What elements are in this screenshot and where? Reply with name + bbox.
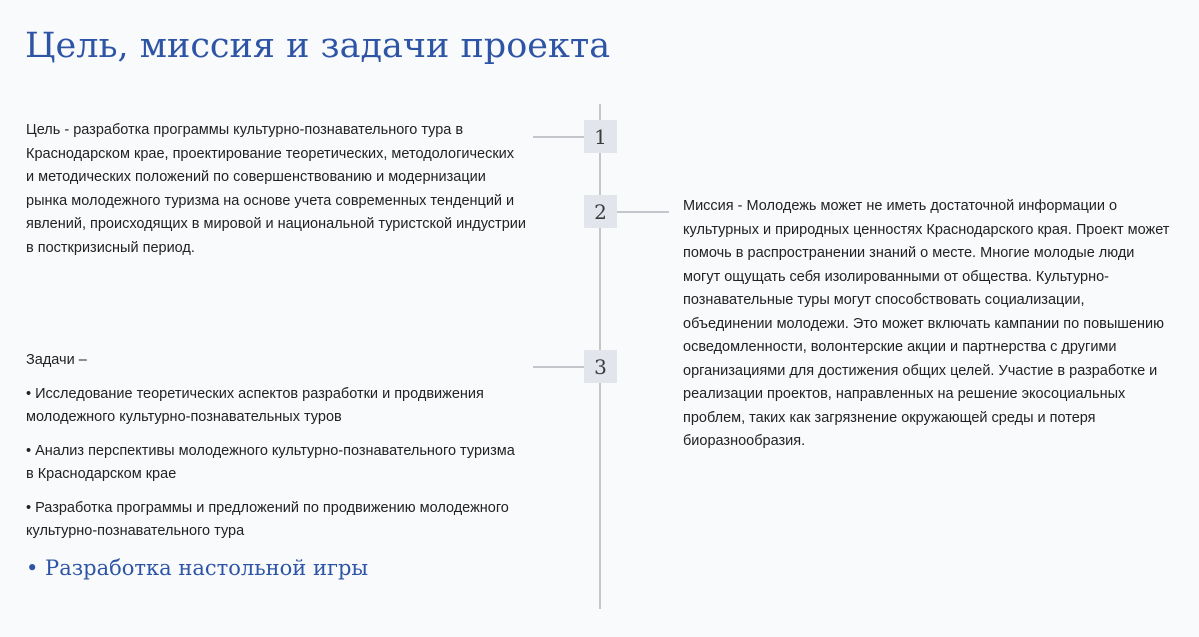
goal-text: Цель - разработка программы культурно-познавательного тура в Краснодарском крае, проектирование теоретических, методологических и методических положений по совершенствованию и модернизации рынка молодежного туризма на основе учета современных тенденций и явлений, происходящих в мировой и национальной туристской индустрии в посткризисный период. — [26, 122, 526, 256]
task-item: • Разработка программы и предложений по продвижению молодежного культурно-познавательного тура — [26, 499, 509, 539]
page-title: Цель, миссия и задачи проекта — [25, 26, 611, 66]
connector-2 — [617, 211, 669, 213]
timeline-marker-1: 1 — [584, 120, 617, 153]
mission-block — [683, 195, 1175, 454]
connector-3 — [533, 366, 585, 368]
task-item: • Анализ перспективы молодежного культурно-познавательного туризма в Краснодарском крае — [26, 442, 515, 482]
connector-1 — [533, 136, 585, 138]
task-highlight: • Разработка настольной игры — [26, 555, 369, 580]
tasks-block — [26, 349, 516, 582]
timeline-marker-3: 3 — [584, 350, 617, 383]
tasks-heading: Задачи – — [26, 352, 87, 368]
timeline-marker-2: 2 — [584, 195, 617, 228]
mission-text: Миссия - Молодежь может не иметь достаточной информации о культурных и природных ценностях Краснодарского края. Проект может помочь в распространении знаний о месте. Многие молодые люди могут ощущать себя изолированными от общества. Культурно-познавательные туры могут способствовать социализации, объединении молодежи. Это может включать кампании по повышению осведомленности, волонтерские акции и партнерства с другими организациями для достижения общих целей. Участие в разработке и реализации проектов, направленных на решение экосоциальных проблем, таких как загрязнение окружающей среды и потеря биоразнообразия. — [683, 198, 1170, 449]
goal-block — [26, 119, 526, 260]
task-item: • Исследование теоретических аспектов разработки и продвижения молодежного культурно-познавательных туров — [26, 385, 484, 425]
